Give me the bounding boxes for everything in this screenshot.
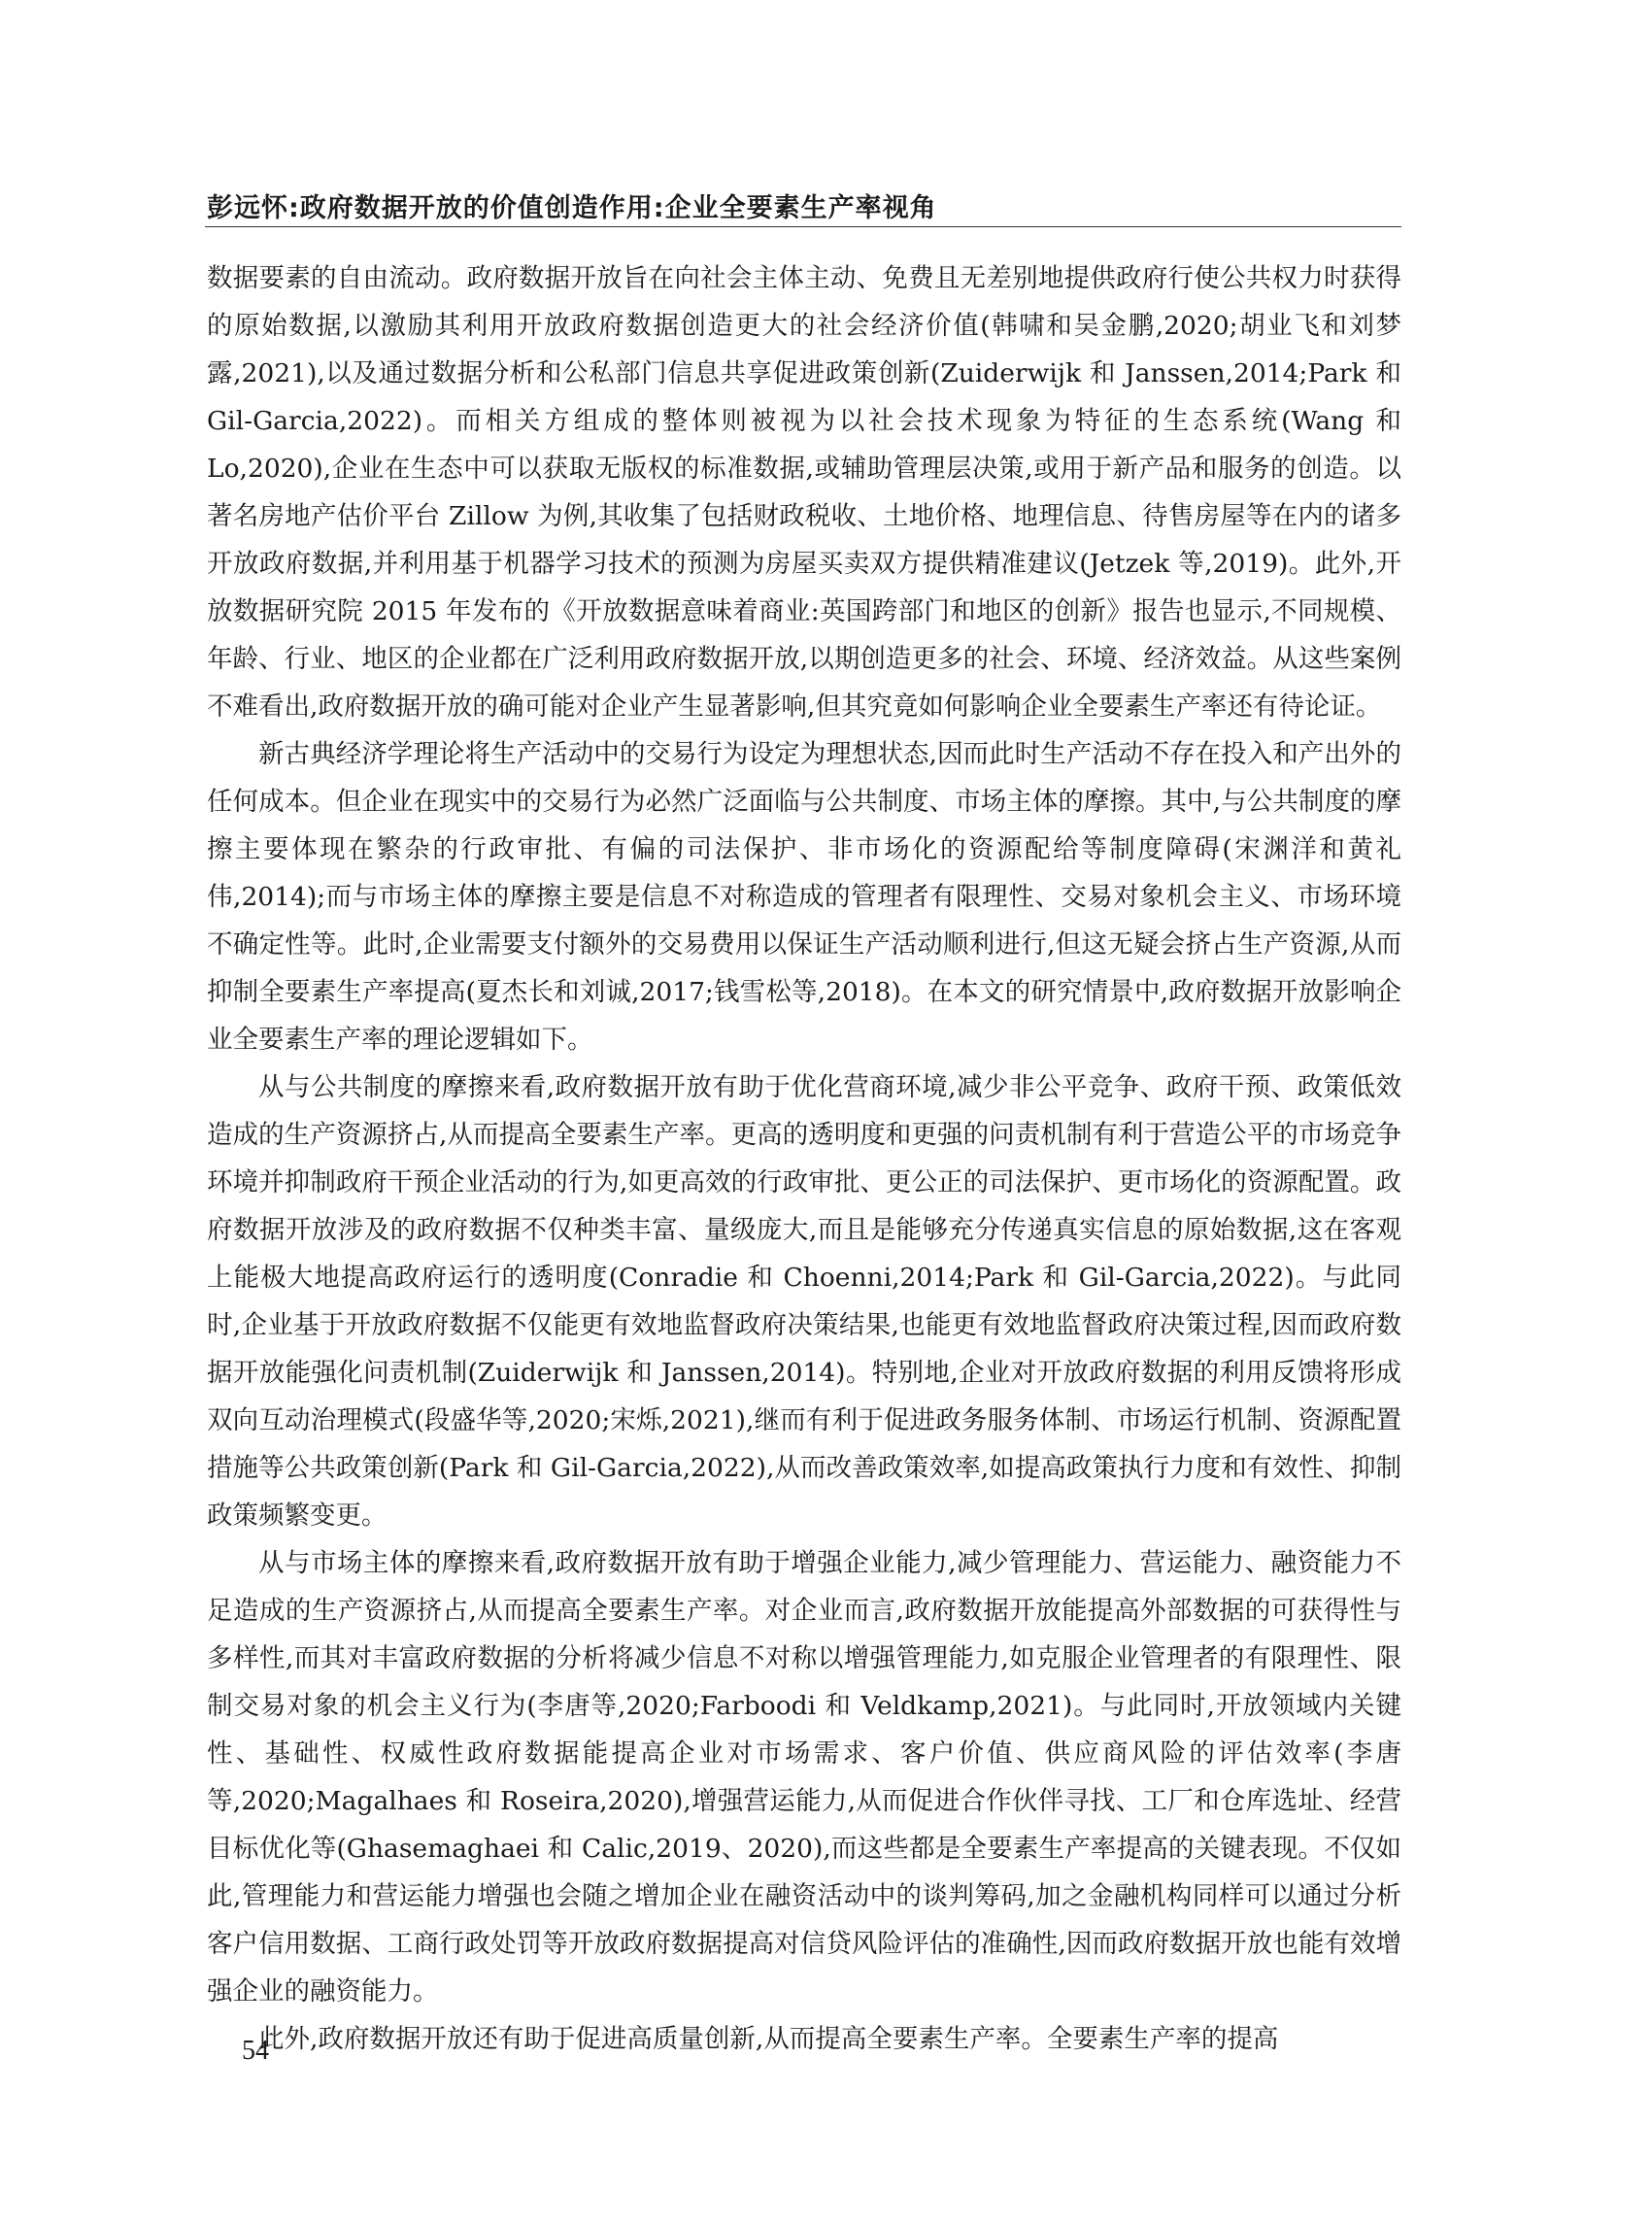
page-number: 54: [242, 2036, 269, 2066]
paragraph-3: 从与公共制度的摩擦来看,政府数据开放有助于优化营商环境,减少非公平竞争、政府干预、政策低效造成的生产资源挤占,从而提高全要素生产率。更高的透明度和更强的问责机制有利于营造公平的市场竞争环境并抑制政府干预企业活动的行为,如更高效的行政审批、更公正的司法保护、更市场化的资源配置。政府数据开放涉及的政府数据不仅种类丰富、量级庞大,而且是能够充分传递真实信息的原始数据,这在客观上能极大地提高政府运行的透明度(Conradie 和 Choenni,2014;Park 和 Gil-Garcia,2022)。与此同时,企业基于开放政府数据不仅能更有效地监督政府决策结果,也能更有效地监督政府决策过程,因而政府数据开放能强化问责机制(Zuiderwijk 和 Janssen,2014)。特别地,企业对开放政府数据的利用反馈将形成双向互动治理模式(段盛华等,2020;宋烁,2021),继而有利于促进政务服务体制、市场运行机制、资源配置措施等公共政策创新(Park 和 Gil-Garcia,2022),从而改善政策效率,如提高政策执行力度和有效性、抑制政策频繁变更。: [207, 1072, 1401, 1531]
paragraph-1: 数据要素的自由流动。政府数据开放旨在向社会主体主动、免费且无差别地提供政府行使公共权力时获得的原始数据,以激励其利用开放政府数据创造更大的社会经济价值(韩啸和吴金鹏,2020;胡业飞和刘梦露,2021),以及通过数据分析和公私部门信息共享促进政策创新(Zuiderwijk 和 Janssen,2014;Park 和 Gil-Garcia,2022)。而相关方组成的整体则被视为以社会技术现象为特征的生态系统(Wang 和 Lo,2020),企业在生态中可以获取无版权的标准数据,或辅助管理层决策,或用于新产品和服务的创造。以著名房地产估价平台 Zillow 为例,其收集了包括财政税收、土地价格、地理信息、待售房屋等在内的诸多开放政府数据,并利用基于机器学习技术的预测为房屋买卖双方提供精准建议(Jetzek 等,2019)。此外,开放数据研究院 2015 年发布的《开放数据意味着商业:英国跨部门和地区的创新》报告也显示,不同规模、年龄、行业、地区的企业都在广泛利用政府数据开放,以期创造更多的社会、环境、经济效益。从这些案例不难看出,政府数据开放的确可能对企业产生显著影响,但其究竟如何影响企业全要素生产率还有待论证。: [207, 263, 1401, 722]
paragraph-2: 新古典经济学理论将生产活动中的交易行为设定为理想状态,因而此时生产活动不存在投入和产出外的任何成本。但企业在现实中的交易行为必然广泛面临与公共制度、市场主体的摩擦。其中,与公共制度的摩擦主要体现在繁杂的行政审批、有偏的司法保护、非市场化的资源配给等制度障碍(宋渊洋和黄礼伟,2014);而与市场主体的摩擦主要是信息不对称造成的管理者有限理性、交易对象机会主义、市场环境不确定性等。此时,企业需要支付额外的交易费用以保证生产活动顺利进行,但这无疑会挤占生产资源,从而抑制全要素生产率提高(夏杰长和刘诚,2017;钱雪松等,2018)。在本文的研究情景中,政府数据开放影响企业全要素生产率的理论逻辑如下。: [207, 739, 1401, 1055]
header-rule: [205, 226, 1401, 227]
paragraph-4: 从与市场主体的摩擦来看,政府数据开放有助于增强企业能力,减少管理能力、营运能力、融资能力不足造成的生产资源挤占,从而提高全要素生产率。对企业而言,政府数据开放能提高外部数据的可获得性与多样性,而其对丰富政府数据的分析将减少信息不对称以增强管理能力,如克服企业管理者的有限理性、限制交易对象的机会主义行为(李唐等,2020;Farboodi 和 Veldkamp,2021)。与此同时,开放领域内关键性、基础性、权威性政府数据能提高企业对市场需求、客户价值、供应商风险的评估效率(李唐等,2020;Magalhaes 和 Roseira,2020),增强营运能力,从而促进合作伙伴寻找、工厂和仓库选址、经营目标优化等(Ghasemaghaei 和 Calic,2019、2020),而这些都是全要素生产率提高的关键表现。不仅如此,管理能力和营运能力增强也会随之增加企业在融资活动中的谈判筹码,加之金融机构同样可以通过分析客户信用数据、工商行政处罚等开放政府数据提高对信贷风险评估的准确性,因而政府数据开放也能有效增强企业的融资能力。: [207, 1548, 1401, 2007]
running-header-title: 彭远怀:政府数据开放的价值创造作用:企业全要素生产率视角: [207, 193, 937, 223]
paragraph-5: 此外,政府数据开放还有助于促进高质量创新,从而提高全要素生产率。全要素生产率的提高: [258, 2024, 1279, 2054]
article-body: [207, 254, 1401, 2063]
